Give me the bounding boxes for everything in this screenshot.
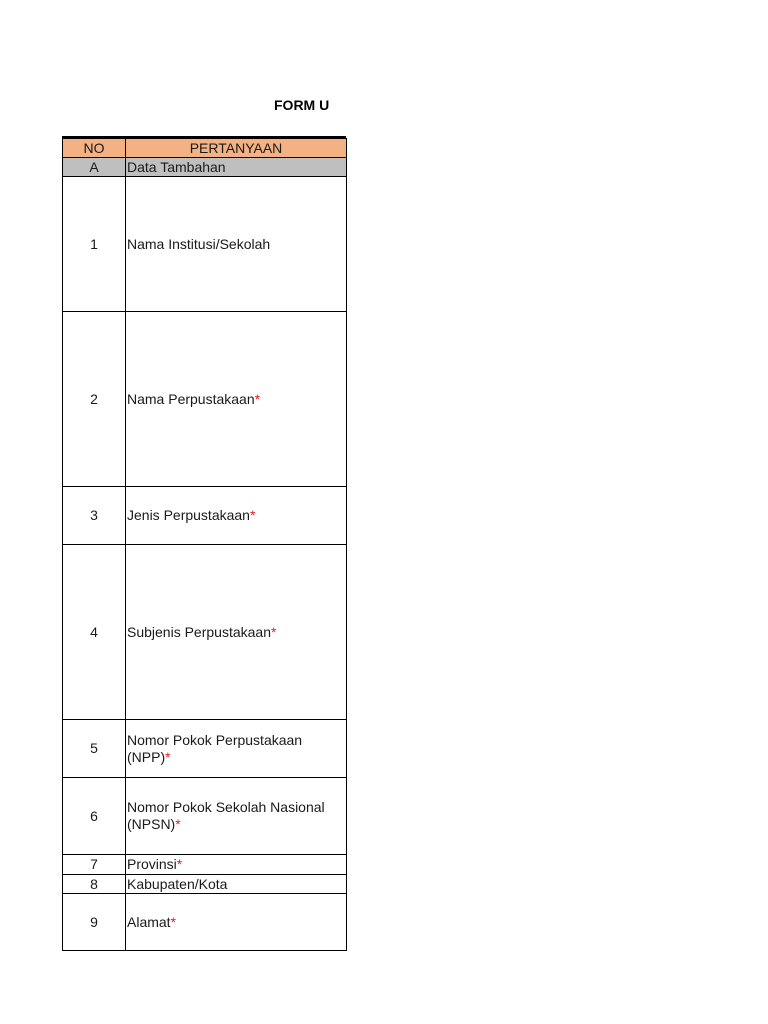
table-row [63, 894, 347, 951]
row-no: 8 [63, 875, 126, 894]
question-label: Nama Perpustakaan [127, 390, 255, 407]
question-label: Nama Institusi/Sekolah [127, 235, 271, 252]
required-mark: * [271, 623, 277, 640]
row-question[interactable] [126, 894, 347, 951]
question-label: Alamat [127, 913, 171, 930]
row-question[interactable] [126, 778, 347, 855]
section-label: Data Tambahan [126, 158, 347, 177]
table-row [63, 487, 347, 545]
section-no: A [63, 158, 126, 177]
question-label: Jenis Perpustakaan [127, 507, 250, 523]
table-row [63, 177, 347, 312]
required-mark: * [176, 856, 183, 872]
table-row [63, 720, 347, 778]
section-row [63, 158, 347, 177]
header-row [63, 139, 347, 158]
row-question[interactable] [126, 545, 347, 720]
question-label: Subjenis Perpustakaan [127, 623, 271, 640]
row-no: 9 [63, 894, 126, 951]
row-no: 4 [63, 545, 126, 720]
row-question[interactable] [126, 855, 347, 875]
row-no: 3 [63, 487, 126, 545]
form-table [62, 138, 347, 951]
required-mark: * [170, 913, 177, 930]
row-question[interactable] [126, 177, 347, 312]
table-row [63, 875, 347, 894]
header-no: NO [63, 139, 126, 158]
page-title: FORM U [274, 97, 330, 113]
row-no: 5 [63, 720, 126, 778]
required-mark: * [254, 390, 261, 407]
required-mark: * [165, 748, 171, 765]
row-question[interactable] [126, 875, 347, 894]
row-no: 7 [63, 855, 126, 875]
questionnaire-table [62, 136, 346, 951]
row-question[interactable] [126, 720, 347, 778]
row-question[interactable] [126, 312, 347, 487]
required-mark: * [249, 507, 256, 523]
table-row [63, 855, 347, 875]
row-no: 2 [63, 312, 126, 487]
question-label: Kabupaten/Kota [127, 875, 228, 892]
question-label: Provinsi [127, 856, 177, 872]
row-no: 1 [63, 177, 126, 312]
row-question[interactable] [126, 487, 347, 545]
table-row [63, 312, 347, 487]
question-label: Nomor Pokok Sekolah Nasional (NPSN) [127, 799, 325, 832]
question-label: Nomor Pokok Perpustakaan (NPP) [127, 731, 303, 765]
row-no: 6 [63, 778, 126, 855]
header-question: PERTANYAAN [126, 139, 347, 158]
table-row [63, 778, 347, 855]
table-row [63, 545, 347, 720]
required-mark: * [175, 816, 181, 832]
